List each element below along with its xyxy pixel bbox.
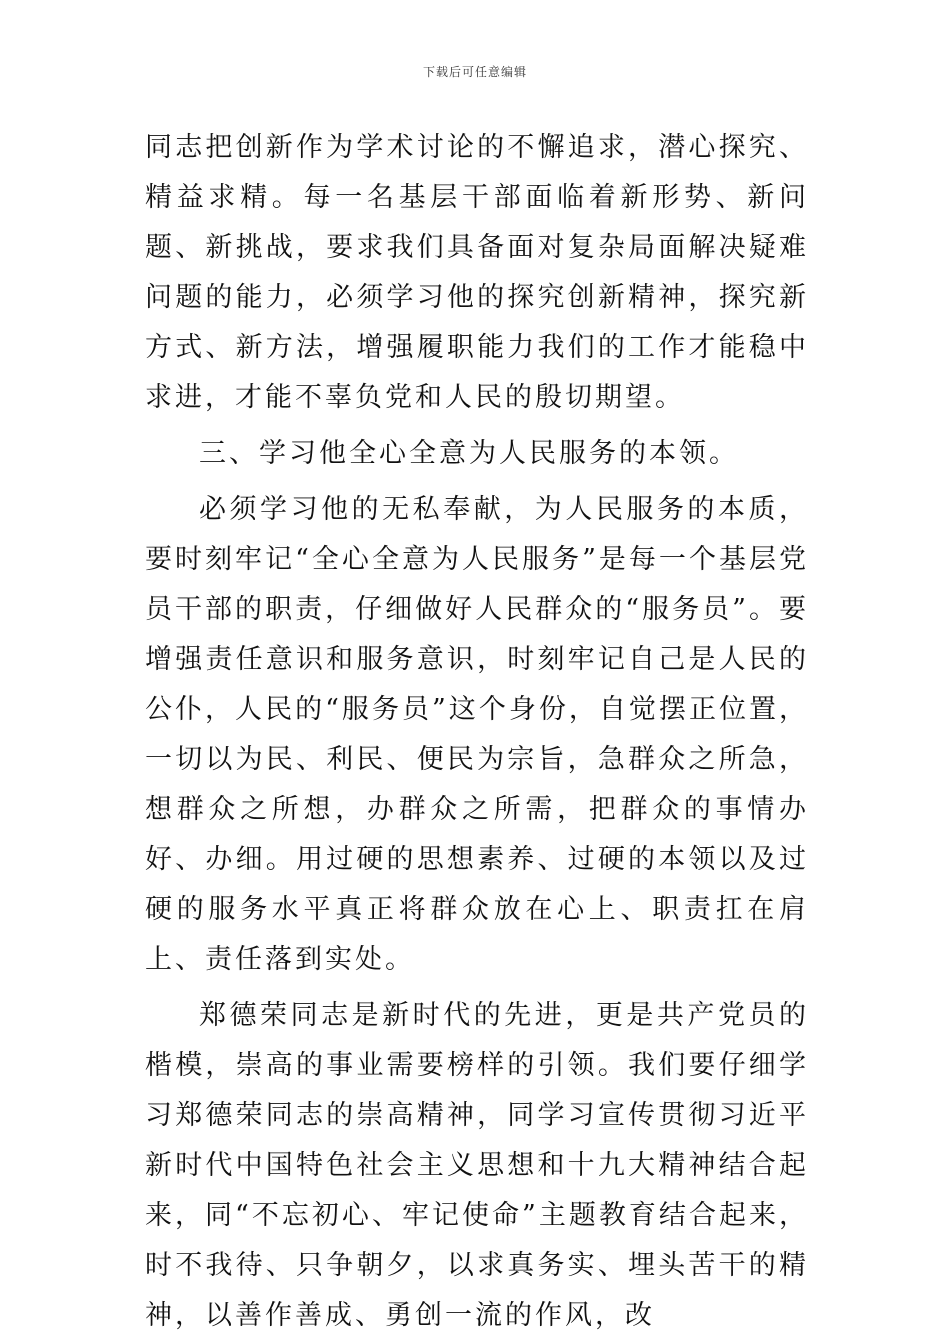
paragraph-conclusion: 郑德荣同志是新时代的先进，更是共产党员的楷模，崇高的事业需要榜样的引领。我们要仔细学习郑德荣同志的崇高精神，同学习宣传贯彻习近平新时代中国特色社会主义思想和十九大精神结合起来，同“不忘初心、牢记使命”主题教育结合起来，时不我待、只争朝夕，以求真务实、埋头苦干的精神，以善作善成、勇创一流的作风，改 — [145, 1000, 809, 1331]
page-header: 下载后可任意编辑 — [422, 65, 527, 79]
section-heading-three: 三、学习他全心全意为人民服务的本领。 — [199, 438, 739, 469]
document-body — [145, 123, 809, 1341]
paragraph-serve-people: 必须学习他的无私奉献，为人民服务的本质，要时刻牢记“全心全意为人民服务”是每一个基层党员干部的职责，仔细做好人民群众的“服务员”。要增强责任意识和服务意识，时刻牢记自己是人民的公仆，人民的“服务员”这个身份，自觉摆正位置，一切以为民、利民、便民为宗旨，急群众之所急，想群众之所想，办群众之所需，把群众的事情办好、办细。用过硬的思想素养、过硬的本领以及过硬的服务水平真正将群众放在心上、职责扛在肩上、责任落到实处。 — [145, 494, 809, 975]
paragraph-continued: 同志把创新作为学术讨论的不懈追求，潜心探究、精益求精。每一名基层干部面临着新形势、新问题、新挑战，要求我们具备面对复杂局面解决疑难问题的能力，必须学习他的探究创新精神，探究新方式、新方法，增强履职能力我们的工作才能稳中求进，才能不辜负党和人民的殷切期望。 — [145, 132, 809, 413]
